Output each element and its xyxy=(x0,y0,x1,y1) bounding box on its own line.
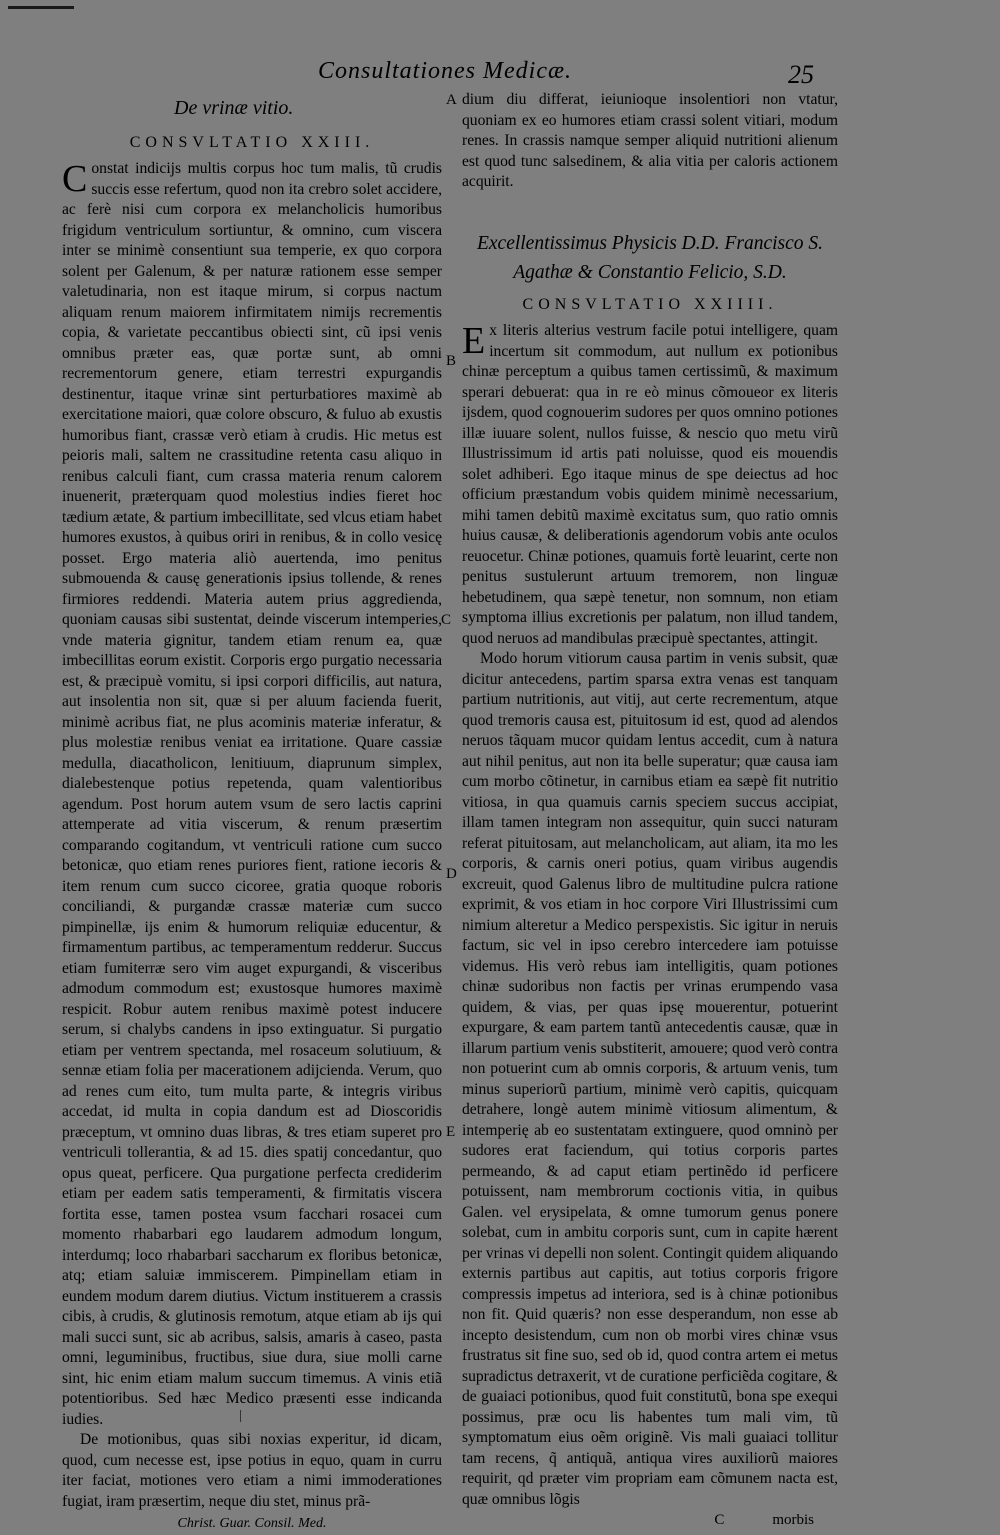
body-paragraph: Ex literis alterius vestrum facile potui intelligere, quam incertum sit commodum, aut nullum ex potionibus chinæ perceptum a quibus tamen certissimũ, & maximum sperari debuerat: qua in re eò minus cõmoueor ex literis ijsdem, quod cognouerim sudores per quos omnino potiones illæ iuuare solent, nullos fuisse, & nescio quo metu virũ Illustrissimum id artis pati noluisse, quod eis mouendis solet adhiberi. Ego itaque minus de spe deiectus ad hoc officium præstandum vobis quidem minimè necessarium, mihi tamen debitũ maximè excitatus sum, quo ratio omnis huius causæ, & deliberationis agendorum vobis ante oculos reuocetur. Chinæ potiones, quamuis fortè leuarint, certe non penitus sustulerunt artuum tremorem, non linguæ hebetudinem, qua sæpè tenetur, non somnum, non etiam symptoma illius excretionis per palatum, non illud tandem, quod neruos ad mandibulas præcipuè spectantes, attingit. xyxy=(462,320,838,647)
section-title: De vrinæ vitio. xyxy=(174,97,294,119)
corner-rule xyxy=(8,6,74,9)
page-mark xyxy=(240,1410,241,1422)
body-paragraph: dium diu differat, ieiunioque insolentiori non vtatur, quoniam ex eo humores etiam crassi solent vitiari, modum renes. In crassis namque semper aliquid nutritioni alienum est quod tunc salsedinem, & alia vitia per caloris actionem acquirit. xyxy=(462,91,838,190)
consultation-heading-24: CONSVLTATIO XXIIII. xyxy=(522,295,778,313)
addressee-line: Excellentissimus Physicis D.D. Francisco S. xyxy=(476,232,824,254)
catchword-line xyxy=(462,1510,838,1531)
catchword: morbis xyxy=(772,1512,814,1528)
margin-letter-d: D xyxy=(446,866,457,882)
signature-line: Christ. Guar. Consil. Med. xyxy=(177,1516,327,1531)
right-column xyxy=(462,90,838,1531)
running-title: Consultationes Medicæ. xyxy=(318,58,572,84)
signature-mark: C xyxy=(714,1512,725,1528)
addressee xyxy=(462,229,838,287)
page-number: 25 xyxy=(788,60,814,89)
consultation-heading-23: CONSVLTATIO XXIII. xyxy=(129,133,375,151)
body-paragraph: Modo horum vitiorum causa partim in venis subsit, quæ dicitur antecedens, partim sparsa extra venas est tanquam partium nutritionis, aut vitij, aut certe recrementum, atque quod tremoris causa est, pituitosum id est, quod ad alendos neruos tãquam mucor quidam lentus accedit, cum à natura aut nihil penitus, aut non ita belle superatur; quæ causa iam cum morbo cõtinetur, in carnibus etiam ea sæpè fit nutritio vitiosa, in qua quamuis carnis speciem succus accipiat, illam tamen integram non assequitur, quin succi naturam referat pituitosam, aut melancholicam, aut aliam, ita mo les corporis, & carnis oneri potius, quam viribus augendis excreuit, quod Galenus libro de multitudine pulcra ratione exprimit, & vos etiam in hoc corpore Viri Illustrissimi cum nimium alteretur a Medico perspexistis. Sic igitur in neruis factum, sic vel in ipso cerebro intercedere iam potuisse videmus. His verò rebus iam intelligitis, quam potiones chinæ sudoribus non factis per vrinas erumpendo vasa quidem, & vias, per quas ipsę mouerentur, potuerint expurgare, & eam partem tantũ antecedentis causæ, quæ in illarum partium venis substiterit, amouere; quod verò contra non potuerint cum ab omnis corporis, & artuum venis, tum minus superiorũ partium, minimè verò capitis, quicquam detrahere, longè autem minimè vitiosum alimentum, & intemperię ab eo sustentatam extinguere, quod omninò per sudores erat faciendum, qui totius corporis partes permeando, & ad caput etiam pertinẽdo id perficere potuissent, nam membrorum coctionis vitia, in quibus Galen. vel erysipelata, & omne tumorum genus ponere solebat, cum in ambitu corporis sunt, cum in capite hærent per vrinas vi depelli non solent. Contingit quidem aliquando externis partibus aut capitis, aut totius corporis frigore compressis impetus ad interiora, sed is à chinæ potionibus non fit. Quid quæris? non esse desperandum, non esse ab incepto desistendum, cum non ob morbi vires chinæ vsus frustratus sit fine suo, sed ob id, quod contra artem ei metus supradictus detraxerit, vt de curatione perficiẽda cogitare, & de guaiaci potionibus, quod fuit constitutũ, bona spe exequi possimus, præ ocu lis habentes tum mali vim, tũ symptomatum eius oẽm originẽ. Vis mali guaiaci tollitur tam recens, q̃ antiquã, antiqua vires auxiliorũ maiores requirit, qd præter vim propriam eam cõmunem nacta est, quæ omnibus lõgis xyxy=(462,650,838,1508)
left-column xyxy=(62,98,442,1535)
margin-letter-b: B xyxy=(446,353,457,369)
margin-letter-a: A xyxy=(446,92,457,108)
body-paragraph: Constat indicijs multis corpus hoc tum malis, tũ crudis succis esse refertum, quod non ita crebro solet accidere, ac ferè nisi cum corpora ex melancholicis humoribus frigidum ventriculum sortiuntur, & omnino, cum viscera inter se minimè consentiunt sua temperie, ex quo corpora solent per Galenum, & per naturæ rationem esse semper valetudinaria, non est itaque mirum, si corpus nactum aliquam renum maiorem infirmitatem nimijs recrementis copia, & varietate peccantibus obiecti sint, cũ ipsi venis omnibus præter eas, quæ portæ sunt, ab omni recrementorum genere, etiam terrestri expurgandis destinentur, itaque vrinæ sint perturbatiores maximè ab exercitatione maiori, quæ colore obscuro, & fuluo ab exustis humoribus fiant, crassæ verò etiam à crudis. Hic metus est peioris mali, saltem ne crassitudine retenta casu aliquo in renibus calculi fiant, cum crassa materia renum calorem inuenerit, præterquam quod molestius indies fieret hoc tædium ætate, & partium imbecillitate, sed vlcus etiam habet humores exustos, à quibus oriri in renibus, & in collo vesicę posset. Ergo materia aliò auertenda, imo penitus submouenda & causę generationis ipsius tollende, & renes firmiores reddendi. Materia autem prius aggredienda, quoniam causas sibi sustentat, deinde viscerum intemperies, vnde materia gignitur, tandem etiam renum ea, quæ imbecillitas eorum existit. Corporis ergo purgatio necessaria est, & præcipuè vomitu, si ipsi corpori difficilis, aut natura, aut insolentia non sit, quæ si per aluum facienda fuerit, minimè acribus fiat, ne plus acominis materiæ inferatur, & plus molestiæ renibus veniat ea irritatione. Quare cassiæ medulla, diacatholicon, lenitiuum, diaprunum simplex, dialebestenque potius repetenda, quam valentioribus agendum. Post horum autem vsum de sero lactis caprini attemperate ad vitia viscerum, & renum præsertim comparando cogitandum, vt ventriculi ratione cum succo betonicæ, quo etiam renes puriores fient, ratione iecoris & item renum cum succo cicoree, gratia quoque roboris conciliandi, & purgandæ crassæ materiæ cum succo pimpinellæ, ijs enim & humorum reliquiæ educentur, & firmamentum partibus, ac temperamentum redderur. Succus etiam fumiterræ sero vim auget expurgandi, & visceribus admodum commodum est; exustosque humores maximè respicit. Robur autem renibus maximè potest inducere serum, si chalybs candens in ipso extinguatur. Si purgatio etiam per ventrem spectanda, mel rosaceum solutiuum, & sennæ etiam folia per macerationem adijcienda. Verum, quo ad renes cum eito, tum multa parte, & integris viribus accedat, id multa in copia dandum est ad Dioscoridis præceptum, vt omnino duas libras, & tres etiam superet pro ventriculi tollerantia, & ad 15. dies spatij concedantur, quo opus queat, perficere. Qua purgatione perfecta crediderim etiam per eadem satis temperamenti, & firmitatis viscera fortita esse, tamen postea vsum facchari rosacei cum momento rhabarbari ego laudarem admodum longum, interdumq; loco rhabarbari saccharum ex floribus betonicæ, atq; etiam saluiæ immiscerem. Pimpinellam etiam in eundem modum darem diutius. Victum instituerem a crassis cibis, à crudis, & glutinosis remotum, atque etiam ab ijs qui mali succi sunt, sic ab acribus, salsis, amaris à caseo, pasta omni, leguminibus, fructibus, siue dura, siue molli carne sint, hic enim etiam malum succum timemus. A vinis etiã potentioribus. Sed hæc Medico præsenti esse indicanda iudies. xyxy=(62,158,442,1428)
margin-letter-e: E xyxy=(446,1124,456,1140)
addressee-line: Agathæ & Constantio Felicio, S.D. xyxy=(513,261,787,283)
margin-letter-c: C xyxy=(441,612,452,628)
body-paragraph: De motionibus, quas sibi noxias experitur, id dicam, quod, cum necesse est, ipse potius in equo, quam in curru iter faciat, motiones vero etiam a nimi immoderationes fugiat, iram præsertim, neque diu stet, minus prã- xyxy=(62,1431,442,1510)
